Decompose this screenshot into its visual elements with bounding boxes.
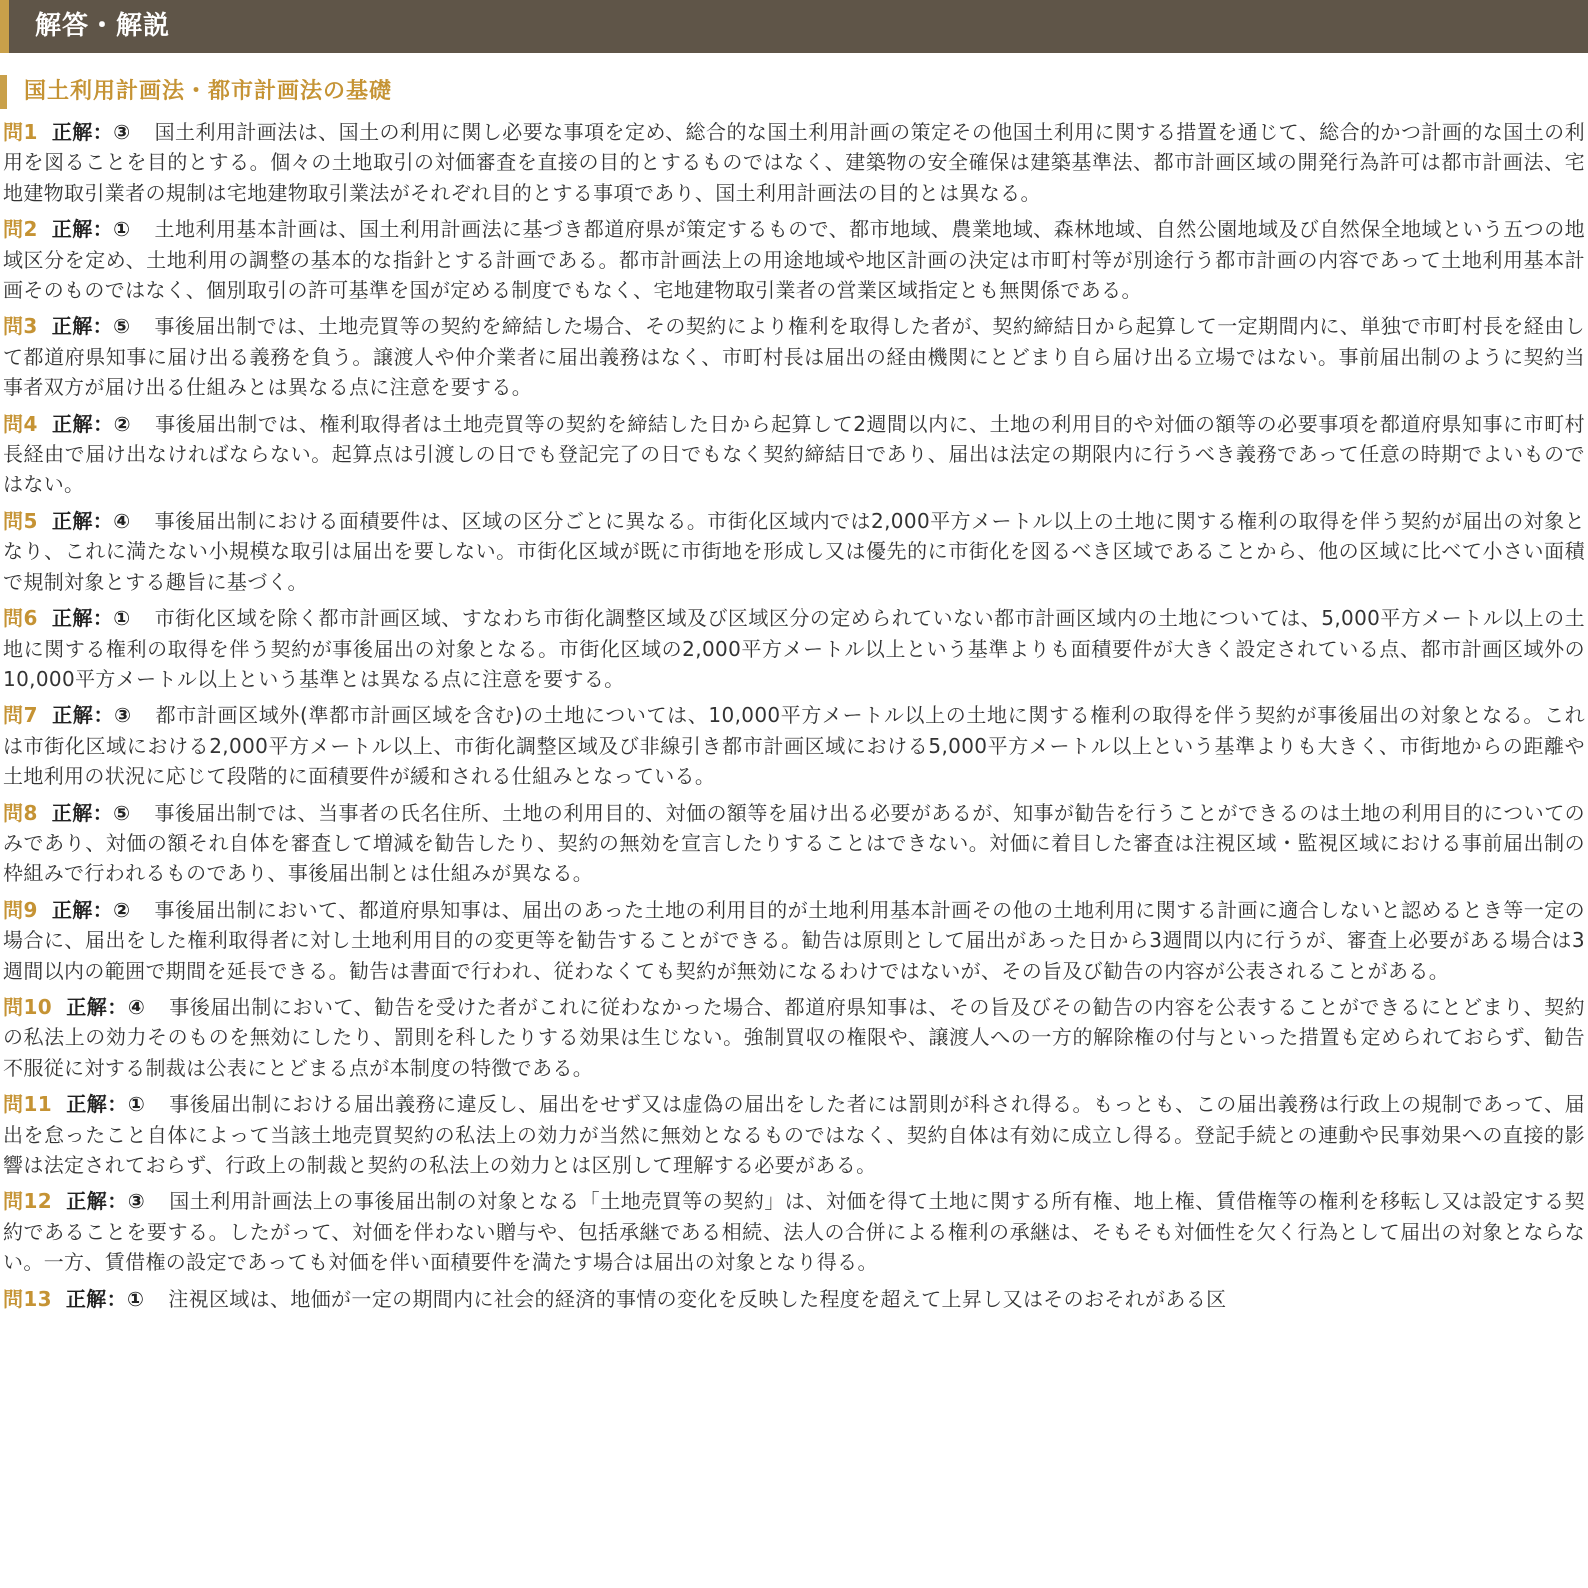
answer-choice: ② xyxy=(113,411,132,436)
explanation-text: 注視区域は、地価が一定の期間内に社会的経済的事情の変化を反映した程度を超えて上昇し又はそのおそれがある区 xyxy=(168,1286,1227,1311)
question-number: 問2 xyxy=(3,217,38,242)
answer-label: 正解： xyxy=(51,411,114,436)
answer-label: 正解： xyxy=(51,606,114,631)
question-number: 問13 xyxy=(3,1286,52,1311)
question-number: 問12 xyxy=(3,1189,53,1214)
explanation-text: 事後届出制における届出義務に違反し、届出をせず又は虚偽の届出をした者には罰則が科され得る。もっとも、この届出義務は行政上の規制であって、届出を怠ったこと自体によって当該土地売買契約の私法上の効力が当然に無効となるものではなく、契約自体は有効に成立し得る。登記手続との連動や民事効果への直接的影響は法定されておらず、行政上の制裁と契約の私法上の効力とは区別して理解する必要がある。 xyxy=(3,1092,1585,1177)
page-title: 解答・解説 xyxy=(35,11,171,41)
answer-choice: ② xyxy=(113,897,131,922)
answer-choice: ④ xyxy=(113,508,131,533)
answer-label: 正解： xyxy=(51,800,114,825)
answer-label: 正解： xyxy=(51,217,114,242)
answer-label: 正解： xyxy=(66,994,128,1019)
question-number: 問7 xyxy=(3,703,38,728)
explanation-text: 国土利用計画法は、国土の利用に関し必要な事項を定め、総合的な国土利用計画の策定その他国土利用に関する措置を通じて、総合的かつ計画的な国土の利用を図ることを目的とする。個々の土地取引の対価審査を直接の目的とするものではなく、建築物の安全確保は建築基準法、都市計画区域の開発行為許可は都市計画法、宅地建物取引業者の規制は宅地建物取引業法がそれぞれ目的とする事項であり、国土利用計画法の目的とは異なる。 xyxy=(3,120,1585,205)
qa-item xyxy=(3,1284,1585,1314)
qa-item xyxy=(3,700,1585,791)
qa-item xyxy=(3,117,1585,208)
answer-label: 正解： xyxy=(51,120,114,144)
explanation-text: 都市計画区域外(準都市計画区域を含む)の土地については、10,000平方メートル以上の土地に関する権利の取得を伴う契約が事後届出の対象となる。これは市街化区域における2,000平方メートル以上、市街化調整区域及び非線引き都市計画区域における5,000平方メートル以上という基準よりも大きく、市街地からの距離や土地利用の状況に応じて段階的に面積要件が緩和される仕組みとなっている。 xyxy=(3,703,1585,789)
explanation-text: 事後届出制において、勧告を受けた者がこれに従わなかった場合、都道府県知事は、その旨及びその勧告の内容を公表することができるにとどまり、契約の私法上の効力そのものを無効にしたり、罰則を科したりする効果は生じない。強制買収の権限や、譲渡人への一方的解除権の付与といった措置も定められておらず、勧告不服従に対する制裁は公表にとどまる点が本制度の特徴である。 xyxy=(3,994,1585,1080)
explanation-text: 事後届出制では、土地売買等の契約を締結した場合、その契約により権利を取得した者が、契約締結日から起算して一定期間内に、単独で市町村長を経由して都道府県知事に届け出る義務を負う。譲渡人や仲介業者に届出義務はなく、市町村長は届出の経由機関にとどまり自ら届け出る立場ではない。事前届出制のように契約当事者双方が届け出る仕組みとは異なる点に注意を要する。 xyxy=(3,314,1585,400)
answer-choice: ⑤ xyxy=(113,314,131,339)
qa-item xyxy=(3,992,1585,1083)
explanation-text: 市街化区域を除く都市計画区域、すなわち市街化調整区域及び区域区分の定められていない都市計画区域内の土地については、5,000平方メートル以上の土地に関する権利の取得を伴う契約が事後届出の対象となる。市街化区域の2,000平方メートル以上という基準よりも面積要件が大きく設定されている点、都市計画区域外の10,000平方メートル以上という基準とは異なる点に注意を要する。 xyxy=(3,606,1585,691)
qa-item xyxy=(3,311,1585,402)
qa-item xyxy=(3,895,1585,986)
qa-item xyxy=(3,798,1585,889)
answer-choice: ④ xyxy=(127,994,146,1019)
question-number: 問3 xyxy=(3,314,38,339)
answer-label: 正解： xyxy=(51,314,114,339)
answer-label: 正解： xyxy=(51,897,114,922)
answer-choice: ③ xyxy=(114,703,132,728)
answer-label: 正解： xyxy=(65,1286,127,1311)
explanation-text: 事後届出制において、都道府県知事は、届出のあった土地の利用目的が土地利用基本計画その他の土地利用に関する計画に適合しないと認めるとき等一定の場合に、届出をした権利取得者に対し土地利用目的の変更等を勧告することができる。勧告は原則として届出があった日から3週間以内に行うが、審査上必要がある場合は3週間以内の範囲で期間を延長できる。勧告は書面で行われ、従わなくても契約が無効になるわけではないが、その旨及び勧告の内容が公表されることがある。 xyxy=(3,897,1585,983)
answer-choice: ⑤ xyxy=(113,800,131,825)
answer-label: 正解： xyxy=(66,1092,128,1117)
qa-item xyxy=(3,1186,1585,1277)
answer-choice: ① xyxy=(127,1092,146,1117)
question-number: 問11 xyxy=(3,1092,53,1117)
question-number: 問1 xyxy=(3,120,38,144)
question-number: 問4 xyxy=(3,411,38,436)
answer-choice: ③ xyxy=(113,120,131,144)
answer-label: 正解： xyxy=(51,508,114,533)
explanation-text: 事後届出制における面積要件は、区域の区分ごとに異なる。市街化区域内では2,000平方メートル以上の土地に関する権利の取得を伴う契約が届出の対象となり、これに満たない小規模な取引は届出を要しない。市街化区域が既に市街地を形成し又は優先的に市街化を図るべき区域であることから、他の区域に比べて小さい面積で規制対象とする趣旨に基づく。 xyxy=(3,508,1585,594)
qa-item xyxy=(3,214,1585,305)
explanation-text: 土地利用基本計画は、国土利用計画法に基づき都道府県が策定するもので、都市地域、農業地域、森林地域、自然公園地域及び自然保全地域という五つの地域区分を定め、土地利用の調整の基本的な指針とする計画である。都市計画法上の用途地域や地区計画の決定は市町村等が別途行う都市計画の内容であって土地利用基本計画そのものではなく、個別取引の許可基準を国が定める制度でもなく、宅地建物取引業者の営業区域指定とも無関係である。 xyxy=(3,217,1585,303)
explanation-text: 事後届出制では、当事者の氏名住所、土地の利用目的、対価の額等を届け出る必要があるが、知事が勧告を行うことができるのは土地の利用目的についてのみであり、対価の額それ自体を審査して増減を勧告したり、契約の無効を宣言したりすることはできない。対価に着目した審査は注視区域・監視区域における事前届出制の枠組みで行われるものであり、事後届出制とは仕組みが異なる。 xyxy=(3,800,1585,886)
answer-label: 正解： xyxy=(51,703,115,728)
qa-item xyxy=(3,506,1585,597)
explanation-text: 国土利用計画法上の事後届出制の対象となる「土地売買等の契約」は、対価を得て土地に関する所有権、地上権、賃借権等の権利を移転し又は設定する契約であることを要する。したがって、対価を伴わない贈与や、包括承継である相続、法人の合併による権利の承継は、そもそも対価性を欠く行為として届出の対象とならない。一方、賃借権の設定であっても対価を伴い面積要件を満たす場合は届出の対象となり得る。 xyxy=(3,1189,1585,1275)
qa-item xyxy=(3,409,1585,500)
question-number: 問6 xyxy=(3,606,38,631)
qa-item xyxy=(3,603,1585,694)
answer-choice: ① xyxy=(126,1286,145,1311)
qa-list xyxy=(3,117,1585,1320)
answer-choice: ① xyxy=(113,606,131,631)
question-number: 問9 xyxy=(3,897,38,922)
question-number: 問8 xyxy=(3,800,38,825)
explanation-text: 事後届出制では、権利取得者は土地売買等の契約を締結した日から起算して2週間以内に、土地の利用目的や対価の額等の必要事項を都道府県知事に市町村長経由で届け出なければならない。起算点は引渡しの日でも登記完了の日でもなく契約締結日であり、届出は法定の期限内に行うべき義務であって任意の時期でよいものではない。 xyxy=(3,411,1585,497)
section-heading: 国土利用計画法・都市計画法の基礎 xyxy=(0,75,392,109)
qa-item xyxy=(3,1089,1585,1180)
answer-label: 正解： xyxy=(66,1189,128,1214)
answer-choice: ③ xyxy=(127,1189,146,1214)
question-number: 問5 xyxy=(3,508,38,533)
answer-choice: ① xyxy=(113,217,131,242)
header-bar xyxy=(0,0,1588,53)
question-number: 問10 xyxy=(3,994,53,1019)
